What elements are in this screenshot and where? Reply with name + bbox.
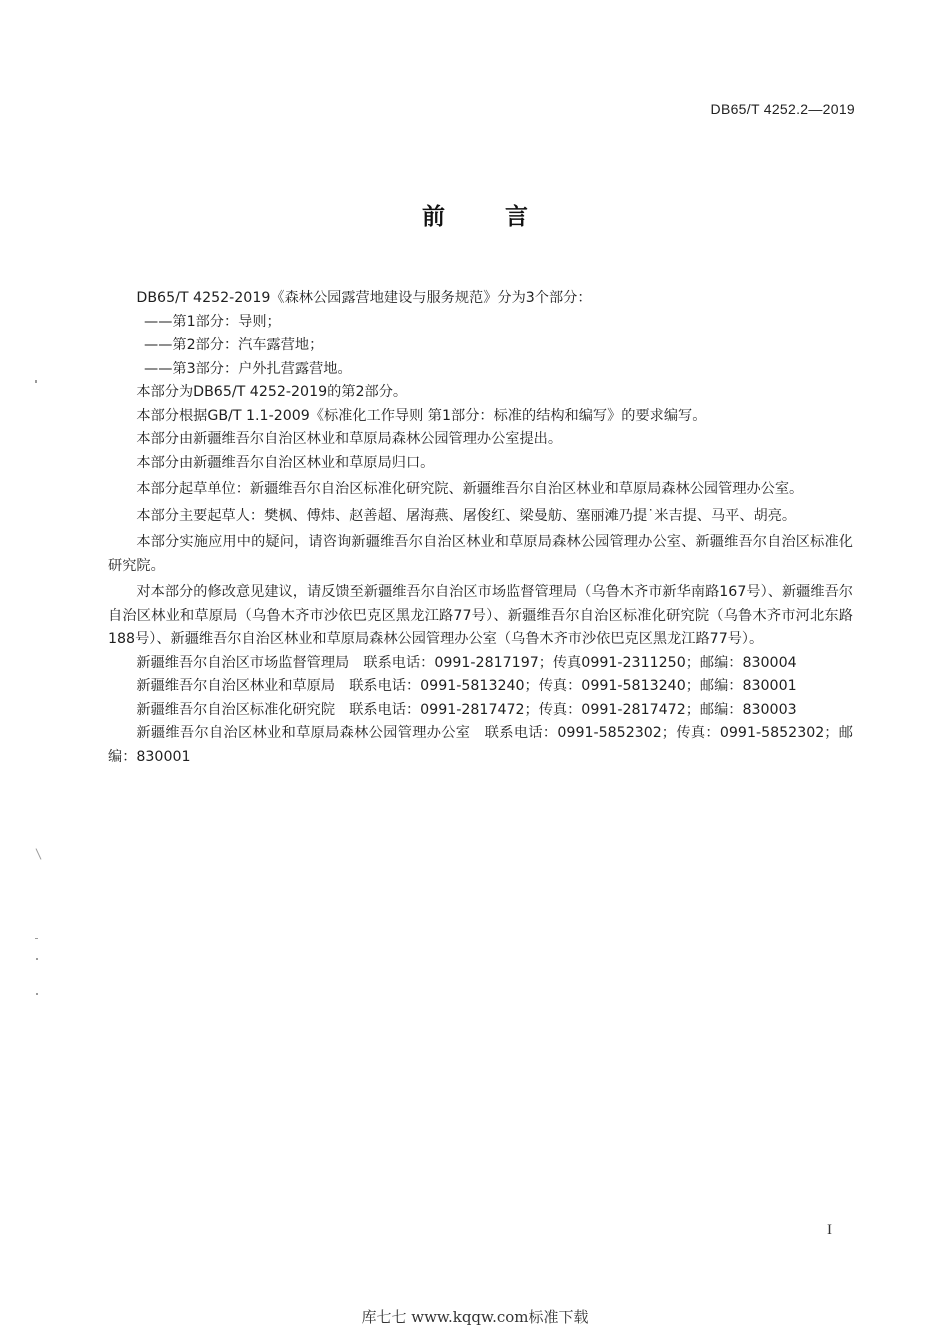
scan-speck — [35, 938, 38, 939]
contact-market-regulation: 新疆维吾尔自治区市场监督管理局 联系电话：0991-2817197；传真0991-2311250；邮编：830004 — [136, 654, 797, 671]
contact-forest-park-office: 新疆维吾尔自治区林业和草原局森林公园管理办公室 联系电话：0991-5852302；传真：0991-5852302；邮编：830001 — [108, 725, 853, 765]
scan-speck — [36, 993, 38, 995]
scan-speck — [36, 848, 42, 859]
page-number: I — [827, 1222, 832, 1238]
contact-standardization-institute: 新疆维吾尔自治区标准化研究院 联系电话：0991-2817472；传真：0991-2817472；邮编：830003 — [136, 701, 797, 718]
scan-speck — [35, 380, 37, 383]
paragraph-drafting-rules: 本部分根据GB/T 1.1-2009《标准化工作导则 第1部分：标准的结构和编写》的要求编写。 — [136, 407, 707, 424]
list-item-part-1: ——第1部分：导则； — [144, 313, 281, 330]
foreword-body — [108, 287, 853, 769]
paragraph-drafting-units: 本部分起草单位：新疆维吾尔自治区标准化研究院、新疆维吾尔自治区林业和草原局森林公园管理办公室。 — [136, 481, 804, 497]
scan-speck — [36, 958, 38, 960]
paragraph-proposed-by: 本部分由新疆维吾尔自治区林业和草原局森林公园管理办公室提出。 — [136, 431, 563, 447]
paragraph-feedback: 对本部分的修改意见建议，请反馈至新疆维吾尔自治区市场监督管理局（乌鲁木齐市新华南路167号）、新疆维吾尔自治区林业和草原局（乌鲁木齐市沙依巴克区黑龙江路77号）、新疆维吾尔自治区标准化研究院（乌鲁木齐市河北东路188号）、新疆维吾尔自治区林业和草原局森林公园管理办公室（乌鲁木齐市沙依巴克区黑龙江路77号）。 — [108, 584, 853, 647]
page-title: 前 言 — [421, 204, 554, 230]
paragraph-centralized-by: 本部分由新疆维吾尔自治区林业和草原局归口。 — [136, 454, 435, 471]
standard-code: DB65/T 4252.2—2019 — [710, 101, 855, 117]
paragraph-this-part: 本部分为DB65/T 4252-2019的第2部分。 — [136, 384, 408, 400]
paragraph-inquiries: 本部分实施应用中的疑问，请咨询新疆维吾尔自治区林业和草原局森林公园管理办公室、新疆维吾尔自治区标准化研究院。 — [108, 534, 853, 574]
paragraph-parts-overview: DB65/T 4252-2019《森林公园露营地建设与服务规范》分为3个部分： — [136, 290, 592, 306]
paragraph-drafters: 本部分主要起草人：樊枫、傅炜、赵善超、屠海燕、屠俊红、梁曼舫、塞丽滩乃提˙米吉提、马平、胡亮。 — [136, 507, 797, 524]
list-item-part-2: ——第2部分：汽车露营地； — [144, 337, 324, 353]
list-item-part-3: ——第3部分：户外扎营露营地。 — [144, 360, 352, 377]
contact-forestry-grassland: 新疆维吾尔自治区林业和草原局 联系电话：0991-5813240；传真：0991-5813240；邮编：830001 — [136, 678, 797, 694]
watermark-text: 库七七 www.kqqw.com标准下载 — [361, 1308, 589, 1326]
